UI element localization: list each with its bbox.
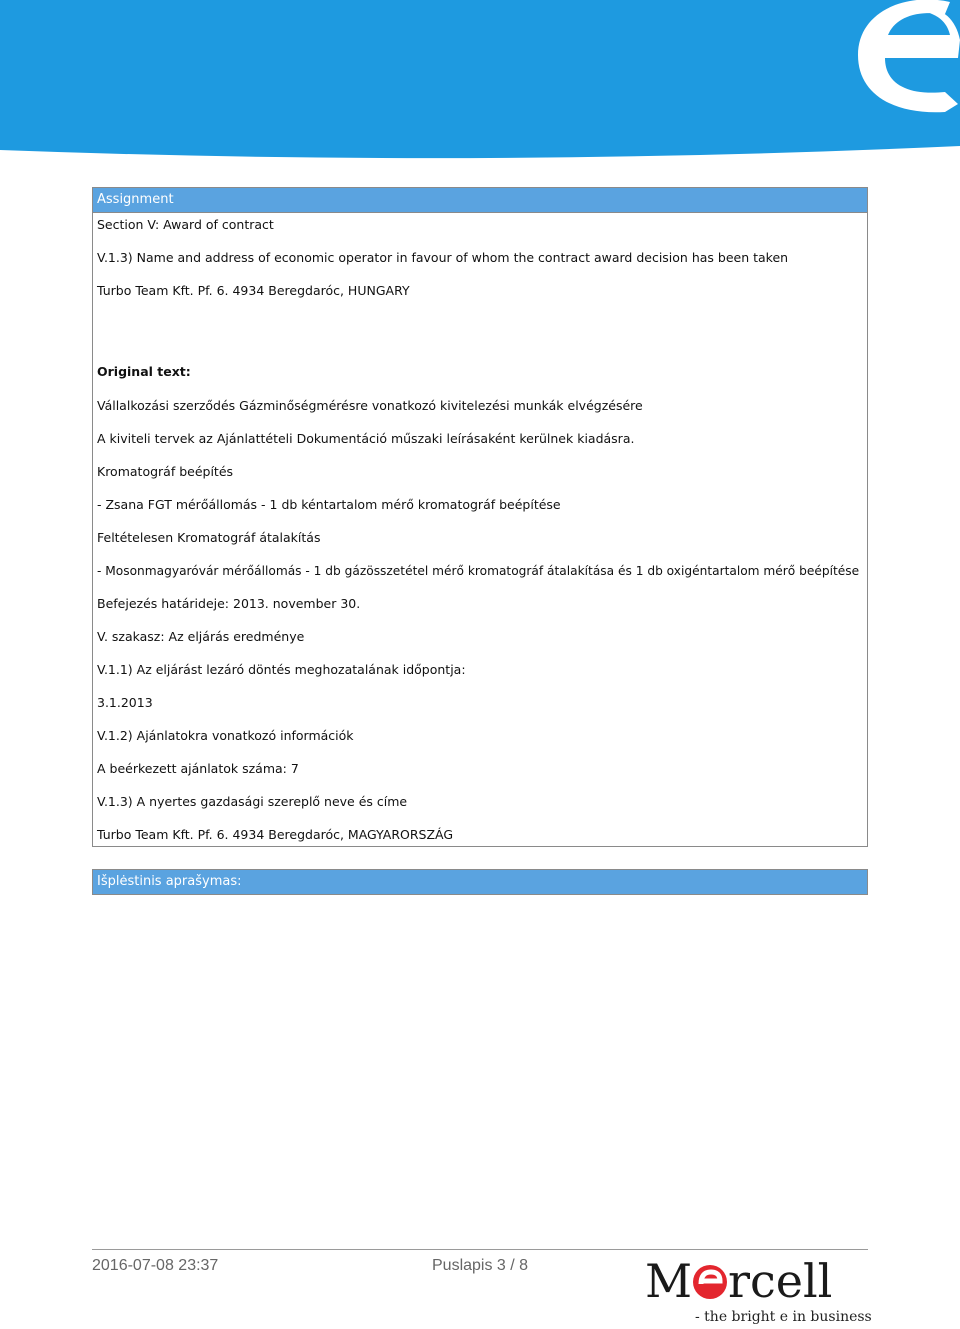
assignment-section [92, 187, 868, 847]
original-text-line: 3.1.2013 [97, 695, 153, 710]
extended-description-section [92, 869, 868, 895]
mercell-logo [645, 1252, 870, 1329]
original-text-line: V.1.2) Ajánlatokra vonatkozó információk [97, 728, 354, 743]
original-text-line: Vállalkozási szerződés Gázminőségmérésre vonatkozó kivitelezési munkák elvégzésére [97, 398, 643, 413]
extended-description-header: Išplėstinis aprašymas: [93, 870, 867, 894]
footer-date: 2016-07-08 23:37 [92, 1257, 219, 1274]
original-text-line: V. szakasz: Az eljárás eredménye [97, 629, 305, 644]
assignment-header: Assignment [93, 188, 867, 213]
logo-tagline: - the bright e in business [695, 1309, 872, 1325]
original-text-line: A kiviteli tervek az Ajánlattételi Dokumentáció műszaki leírásaként kerülnek kiadásra. [97, 431, 635, 446]
top-banner [0, 0, 960, 165]
svg-text:rcell: rcell [728, 1254, 833, 1308]
original-text-line: V.1.1) Az eljárást lezáró döntés meghozatalának időpontja: [97, 662, 466, 677]
footer-page-number: Puslapis 3 / 8 [432, 1257, 529, 1274]
svg-text:M: M [645, 1254, 693, 1308]
contract-award-heading: V.1.3) Name and address of economic operator in favour of whom the contract award decision has been taken [97, 250, 789, 265]
original-text-line: - Mosonmagyaróvár mérőállomás - 1 db gázösszetétel mérő kromatográf átalakítása és 1 db oxigéntartalom mérő beépítése [97, 564, 860, 578]
original-text-label: Original text: [97, 364, 191, 379]
footer-divider [92, 1249, 868, 1250]
mercell-wordmark-icon [645, 1252, 870, 1312]
original-text-line: Feltételesen Kromatográf átalakítás [97, 530, 321, 545]
original-text-line: A beérkezett ajánlatok száma: 7 [97, 761, 299, 776]
original-text-line: Turbo Team Kft. Pf. 6. 4934 Beregdaróc, MAGYARORSZÁG [97, 827, 454, 842]
original-text-line: Befejezés határideje: 2013. november 30. [97, 596, 361, 611]
section-title: Section V: Award of contract [97, 217, 274, 232]
original-text-line: V.1.3) A nyertes gazdasági szereplő neve és címe [97, 794, 408, 809]
operator-address: Turbo Team Kft. Pf. 6. 4934 Beregdaróc, HUNGARY [97, 283, 410, 298]
original-text-line: - Zsana FGT mérőállomás - 1 db kéntartalom mérő kromatográf beépítése [97, 497, 561, 512]
original-text-line: Kromatográf beépítés [97, 464, 234, 479]
